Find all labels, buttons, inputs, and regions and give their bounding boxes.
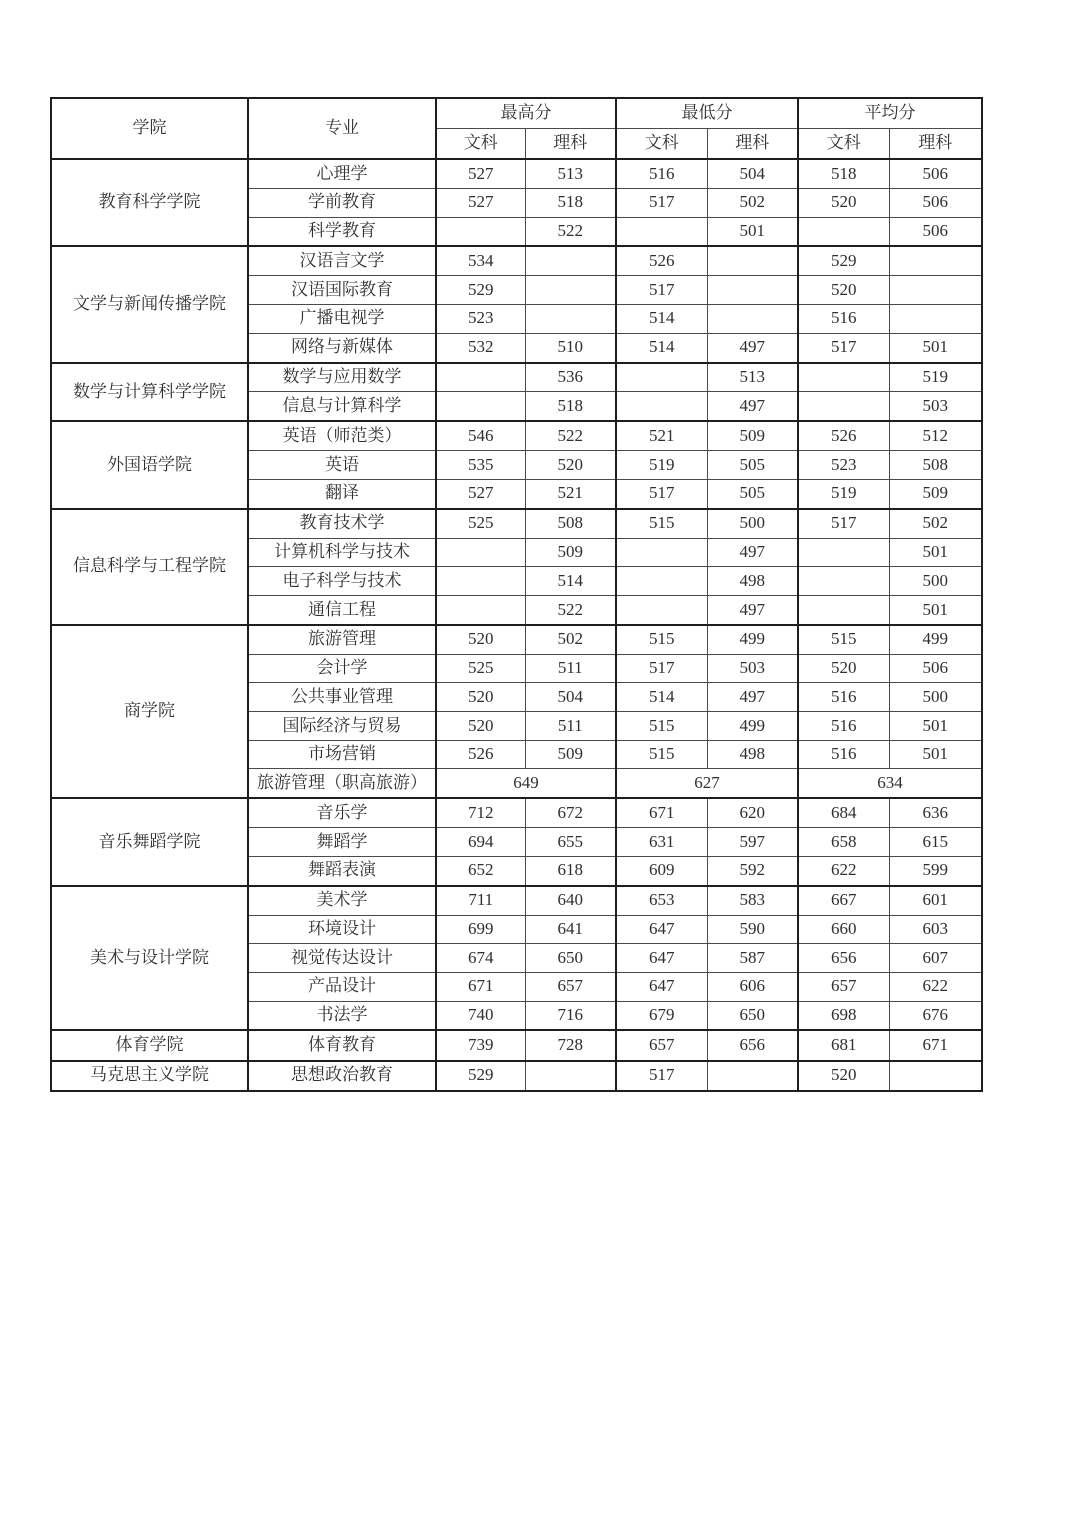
- table-row: [51, 886, 982, 915]
- score-cell: 522: [525, 217, 616, 246]
- major-cell: 市场营销: [248, 740, 436, 769]
- score-cell: 509: [889, 479, 982, 508]
- score-cell: 503: [889, 392, 982, 421]
- score-cell: 660: [798, 915, 889, 944]
- score-cell: 525: [436, 654, 525, 683]
- score-cell: 497: [707, 538, 798, 567]
- major-cell: 思想政治教育: [248, 1061, 436, 1091]
- score-cell: 513: [525, 159, 616, 188]
- score-cell: 500: [889, 683, 982, 712]
- score-cell: 499: [889, 625, 982, 654]
- score-cell: 517: [798, 509, 889, 538]
- major-cell: 心理学: [248, 159, 436, 188]
- score-cell: 517: [616, 654, 707, 683]
- score-cell: 667: [798, 886, 889, 915]
- score-cell: 521: [616, 421, 707, 450]
- header-major: 专业: [248, 98, 436, 159]
- score-cell: 497: [707, 683, 798, 712]
- score-cell: 650: [525, 944, 616, 973]
- score-cell: 527: [436, 479, 525, 508]
- score-cell: 674: [436, 944, 525, 973]
- score-cell: 501: [707, 217, 798, 246]
- header-row-groups: [51, 98, 982, 129]
- major-cell: 广播电视学: [248, 304, 436, 333]
- score-cell: 681: [798, 1030, 889, 1060]
- score-cell: 597: [707, 828, 798, 857]
- score-cell: [707, 304, 798, 333]
- score-cell: 615: [889, 828, 982, 857]
- score-cell: 603: [889, 915, 982, 944]
- score-cell: 640: [525, 886, 616, 915]
- header-max-arts: 文科: [436, 129, 525, 160]
- score-cell: 522: [525, 421, 616, 450]
- score-cell: 652: [436, 856, 525, 885]
- score-cell: 658: [798, 828, 889, 857]
- score-cell: 684: [798, 798, 889, 827]
- table-row: [51, 798, 982, 827]
- score-cell: 515: [616, 625, 707, 654]
- score-cell: 590: [707, 915, 798, 944]
- score-cell: [525, 304, 616, 333]
- score-cell: 519: [616, 451, 707, 480]
- college-cell: 音乐舞蹈学院: [51, 798, 248, 885]
- score-cell: [525, 1061, 616, 1091]
- score-cell: 512: [889, 421, 982, 450]
- score-cell: [616, 217, 707, 246]
- major-cell: 体育教育: [248, 1030, 436, 1060]
- score-cell: 502: [889, 509, 982, 538]
- score-cell: 587: [707, 944, 798, 973]
- score-cell: 519: [798, 479, 889, 508]
- major-cell: 计算机科学与技术: [248, 538, 436, 567]
- score-cell: [798, 567, 889, 596]
- score-cell: 501: [889, 538, 982, 567]
- score-cell: [707, 1061, 798, 1091]
- score-cell: 698: [798, 1001, 889, 1030]
- score-cell: 711: [436, 886, 525, 915]
- score-cell: [889, 246, 982, 275]
- document-page: [50, 97, 983, 1092]
- score-cell: 505: [707, 479, 798, 508]
- score-cell: 514: [616, 333, 707, 362]
- table-row: [51, 421, 982, 450]
- score-cell: [798, 595, 889, 624]
- score-cell: 520: [798, 654, 889, 683]
- score-cell: 583: [707, 886, 798, 915]
- admission-score-table: [50, 97, 983, 1092]
- score-cell: 636: [889, 798, 982, 827]
- score-cell: [525, 276, 616, 305]
- score-cell: 517: [798, 333, 889, 362]
- score-cell: 506: [889, 217, 982, 246]
- score-cell: 506: [889, 654, 982, 683]
- score-cell: 497: [707, 595, 798, 624]
- score-cell: [616, 595, 707, 624]
- major-cell: 翻译: [248, 479, 436, 508]
- score-cell: 526: [798, 421, 889, 450]
- score-cell: 520: [798, 1061, 889, 1091]
- score-cell: 520: [436, 712, 525, 741]
- score-cell: 514: [525, 567, 616, 596]
- score-cell: 509: [707, 421, 798, 450]
- score-cell: 620: [707, 798, 798, 827]
- score-cell: 536: [525, 363, 616, 392]
- score-cell: 519: [889, 363, 982, 392]
- score-cell: 526: [436, 740, 525, 769]
- score-cell: 516: [798, 683, 889, 712]
- table-row: [51, 625, 982, 654]
- score-cell: 501: [889, 595, 982, 624]
- score-cell: 529: [436, 1061, 525, 1091]
- score-cell: 529: [798, 246, 889, 275]
- table-row: [51, 1030, 982, 1060]
- score-cell: [889, 304, 982, 333]
- score-cell: 516: [798, 740, 889, 769]
- score-cell: 515: [616, 712, 707, 741]
- score-cell: 516: [616, 159, 707, 188]
- score-cell: 592: [707, 856, 798, 885]
- score-cell: 514: [616, 683, 707, 712]
- college-cell: 商学院: [51, 625, 248, 798]
- score-cell: 609: [616, 856, 707, 885]
- score-cell: 657: [525, 972, 616, 1001]
- score-cell: 517: [616, 479, 707, 508]
- score-cell: 599: [889, 856, 982, 885]
- major-cell: 美术学: [248, 886, 436, 915]
- score-cell: 501: [889, 740, 982, 769]
- score-cell: 516: [798, 304, 889, 333]
- score-cell: 499: [707, 712, 798, 741]
- score-cell: 656: [707, 1030, 798, 1060]
- score-cell: 546: [436, 421, 525, 450]
- score-cell: 740: [436, 1001, 525, 1030]
- score-cell: [889, 1061, 982, 1091]
- score-cell-merged: 649: [436, 769, 616, 798]
- score-cell: 500: [889, 567, 982, 596]
- major-cell: 产品设计: [248, 972, 436, 1001]
- score-cell: 520: [436, 683, 525, 712]
- score-cell: 510: [525, 333, 616, 362]
- header-avg-score: 平均分: [798, 98, 982, 129]
- score-cell: 521: [525, 479, 616, 508]
- score-cell: 502: [525, 625, 616, 654]
- score-cell: 657: [616, 1030, 707, 1060]
- score-cell: 716: [525, 1001, 616, 1030]
- score-cell: [798, 392, 889, 421]
- major-cell: 国际经济与贸易: [248, 712, 436, 741]
- major-cell: 会计学: [248, 654, 436, 683]
- score-cell: 506: [889, 188, 982, 217]
- college-cell: 外国语学院: [51, 421, 248, 508]
- score-cell: 497: [707, 392, 798, 421]
- score-cell: 728: [525, 1030, 616, 1060]
- score-cell: 529: [436, 276, 525, 305]
- score-cell: 523: [798, 451, 889, 480]
- score-cell: 694: [436, 828, 525, 857]
- major-cell: 环境设计: [248, 915, 436, 944]
- score-cell: 509: [525, 740, 616, 769]
- score-cell: 657: [798, 972, 889, 1001]
- score-cell: 511: [525, 712, 616, 741]
- score-cell: 606: [707, 972, 798, 1001]
- major-cell: 书法学: [248, 1001, 436, 1030]
- score-cell: 671: [889, 1030, 982, 1060]
- college-cell: 数学与计算科学学院: [51, 363, 248, 422]
- major-cell: 学前教育: [248, 188, 436, 217]
- score-cell: 520: [798, 188, 889, 217]
- score-cell: 618: [525, 856, 616, 885]
- score-cell: 527: [436, 188, 525, 217]
- score-cell: [436, 392, 525, 421]
- major-cell: 视觉传达设计: [248, 944, 436, 973]
- score-cell: 631: [616, 828, 707, 857]
- score-cell: 522: [525, 595, 616, 624]
- score-cell: [436, 363, 525, 392]
- score-cell: 607: [889, 944, 982, 973]
- score-cell: 515: [616, 740, 707, 769]
- score-cell: 504: [707, 159, 798, 188]
- header-max-science: 理科: [525, 129, 616, 160]
- college-cell: 教育科学学院: [51, 159, 248, 246]
- score-cell: [525, 246, 616, 275]
- score-cell: [707, 276, 798, 305]
- score-cell: 520: [525, 451, 616, 480]
- score-cell: 712: [436, 798, 525, 827]
- score-cell: 518: [525, 188, 616, 217]
- major-cell: 通信工程: [248, 595, 436, 624]
- score-cell: 535: [436, 451, 525, 480]
- score-cell: 502: [707, 188, 798, 217]
- major-cell: 电子科学与技术: [248, 567, 436, 596]
- score-cell: [616, 392, 707, 421]
- major-cell: 数学与应用数学: [248, 363, 436, 392]
- score-cell: 505: [707, 451, 798, 480]
- major-cell: 教育技术学: [248, 509, 436, 538]
- score-cell: 515: [798, 625, 889, 654]
- major-cell: 舞蹈学: [248, 828, 436, 857]
- score-cell: 501: [889, 333, 982, 362]
- score-cell: 622: [798, 856, 889, 885]
- score-cell: 508: [525, 509, 616, 538]
- score-cell: [616, 567, 707, 596]
- score-cell: 641: [525, 915, 616, 944]
- score-cell: 739: [436, 1030, 525, 1060]
- score-cell: [707, 246, 798, 275]
- score-cell: 520: [798, 276, 889, 305]
- score-cell: 672: [525, 798, 616, 827]
- score-cell-merged: 627: [616, 769, 798, 798]
- score-cell: 516: [798, 712, 889, 741]
- score-cell: [436, 567, 525, 596]
- score-cell: 534: [436, 246, 525, 275]
- score-cell: [436, 217, 525, 246]
- score-cell: 647: [616, 915, 707, 944]
- college-cell: 信息科学与工程学院: [51, 509, 248, 625]
- score-cell: 513: [707, 363, 798, 392]
- score-cell: [798, 538, 889, 567]
- header-min-science: 理科: [707, 129, 798, 160]
- score-cell: 508: [889, 451, 982, 480]
- header-college: 学院: [51, 98, 248, 159]
- major-cell: 英语（师范类）: [248, 421, 436, 450]
- score-cell: [616, 538, 707, 567]
- major-cell: 汉语国际教育: [248, 276, 436, 305]
- table-row: [51, 363, 982, 392]
- score-cell: [616, 363, 707, 392]
- score-cell: 509: [525, 538, 616, 567]
- score-cell: 671: [436, 972, 525, 1001]
- score-cell: 518: [525, 392, 616, 421]
- table-row: [51, 246, 982, 275]
- score-cell: 517: [616, 1061, 707, 1091]
- major-cell: 旅游管理（职高旅游）: [248, 769, 436, 798]
- score-cell: [798, 363, 889, 392]
- table-row: [51, 159, 982, 188]
- table-row: [51, 1061, 982, 1091]
- score-cell: 520: [436, 625, 525, 654]
- score-cell-merged: 634: [798, 769, 982, 798]
- score-cell: 503: [707, 654, 798, 683]
- score-cell: 514: [616, 304, 707, 333]
- header-max-score: 最高分: [436, 98, 616, 129]
- score-cell: [798, 217, 889, 246]
- college-cell: 体育学院: [51, 1030, 248, 1060]
- score-cell: 699: [436, 915, 525, 944]
- score-cell: 518: [798, 159, 889, 188]
- score-cell: 523: [436, 304, 525, 333]
- score-cell: 517: [616, 276, 707, 305]
- score-cell: 497: [707, 333, 798, 362]
- header-min-score: 最低分: [616, 98, 798, 129]
- header-avg-arts: 文科: [798, 129, 889, 160]
- score-cell: 679: [616, 1001, 707, 1030]
- score-cell: 515: [616, 509, 707, 538]
- college-cell: 美术与设计学院: [51, 886, 248, 1031]
- score-cell: [436, 595, 525, 624]
- score-cell: [889, 276, 982, 305]
- score-cell: 526: [616, 246, 707, 275]
- score-cell: 506: [889, 159, 982, 188]
- score-cell: 647: [616, 972, 707, 1001]
- score-cell: 501: [889, 712, 982, 741]
- header-min-arts: 文科: [616, 129, 707, 160]
- score-cell: 499: [707, 625, 798, 654]
- score-cell: 532: [436, 333, 525, 362]
- major-cell: 英语: [248, 451, 436, 480]
- score-cell: 622: [889, 972, 982, 1001]
- table-body: [51, 159, 982, 1091]
- major-cell: 公共事业管理: [248, 683, 436, 712]
- major-cell: 舞蹈表演: [248, 856, 436, 885]
- score-cell: 650: [707, 1001, 798, 1030]
- score-cell: 498: [707, 567, 798, 596]
- score-cell: 653: [616, 886, 707, 915]
- score-cell: 527: [436, 159, 525, 188]
- major-cell: 网络与新媒体: [248, 333, 436, 362]
- major-cell: 旅游管理: [248, 625, 436, 654]
- score-cell: 517: [616, 188, 707, 217]
- score-cell: 498: [707, 740, 798, 769]
- score-cell: 656: [798, 944, 889, 973]
- score-cell: 676: [889, 1001, 982, 1030]
- score-cell: 671: [616, 798, 707, 827]
- major-cell: 音乐学: [248, 798, 436, 827]
- header-avg-science: 理科: [889, 129, 982, 160]
- college-cell: 文学与新闻传播学院: [51, 246, 248, 362]
- score-cell: 511: [525, 654, 616, 683]
- major-cell: 汉语言文学: [248, 246, 436, 275]
- score-cell: 601: [889, 886, 982, 915]
- score-cell: 504: [525, 683, 616, 712]
- major-cell: 信息与计算科学: [248, 392, 436, 421]
- major-cell: 科学教育: [248, 217, 436, 246]
- score-cell: 500: [707, 509, 798, 538]
- score-cell: [436, 538, 525, 567]
- table-row: [51, 509, 982, 538]
- college-cell: 马克思主义学院: [51, 1061, 248, 1091]
- score-cell: 525: [436, 509, 525, 538]
- score-cell: 655: [525, 828, 616, 857]
- score-cell: 647: [616, 944, 707, 973]
